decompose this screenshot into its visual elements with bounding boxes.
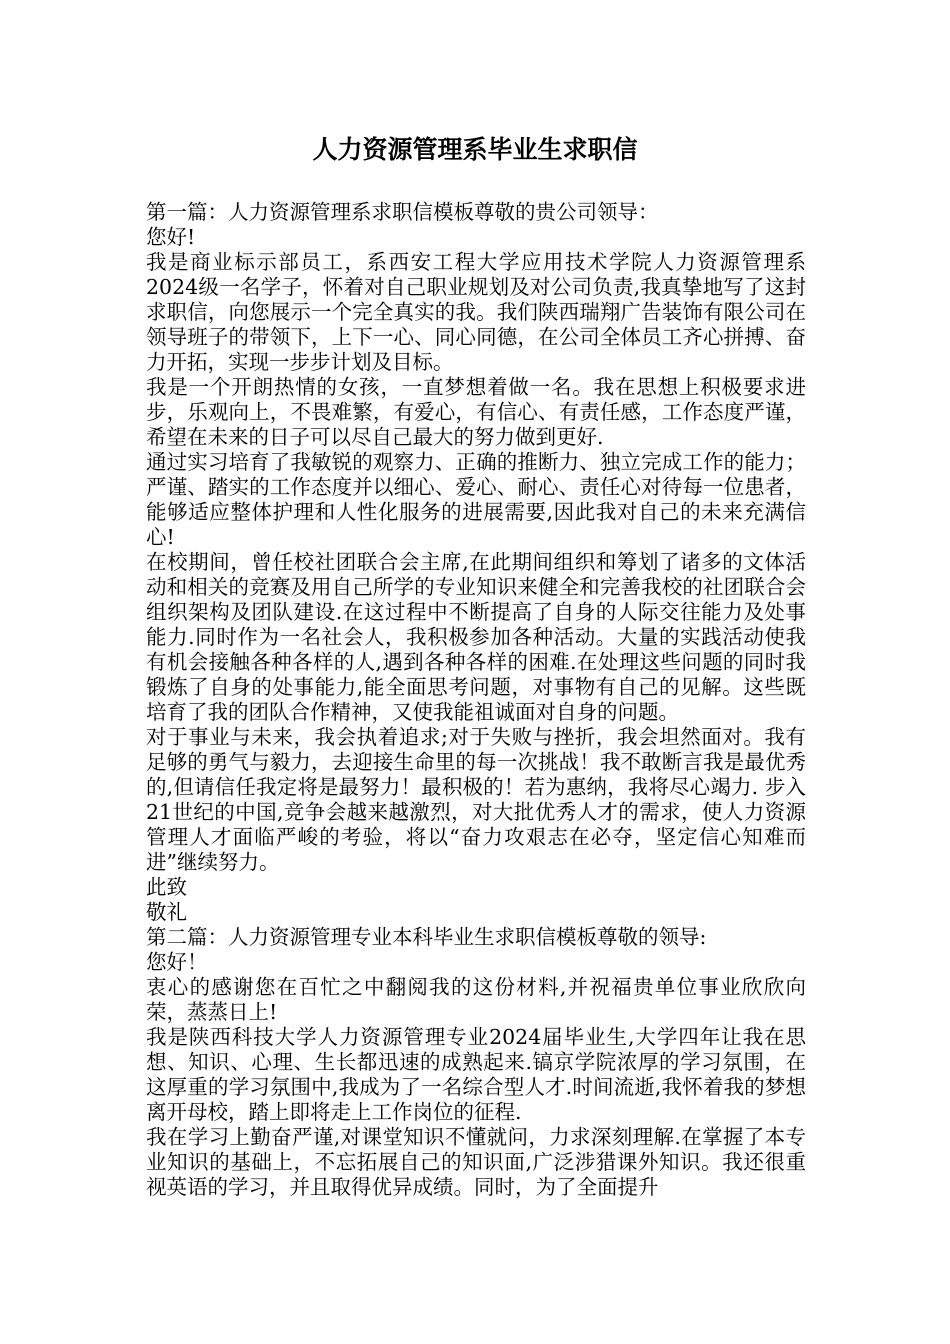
paragraph: 通过实习培育了我敏锐的观察力、正确的推断力、独立完成工作的能力；严谨、踏实的工作态度并以细心、爱心、耐心、责任心对待每一位患者，能够适应整体护理和人性化服务的进展需要,因此我对自己的未来充满信心!: [146, 450, 806, 549]
paragraph: 您好!: [146, 225, 196, 249]
paragraph: 敬礼: [146, 900, 187, 924]
paragraph: 您好！: [146, 950, 208, 974]
paragraph: 此致: [146, 875, 187, 899]
paragraph: 我在学习上勤奋严谨,对课堂知识不懂就问，力求深刻理解.在掌握了本专业知识的基础上，不忘拓展自己的知识面,广泛涉猎课外知识。我还很重视英语的学习，并且取得优异成绩。同时，为了全面提升: [146, 1125, 806, 1199]
paragraph: 第二篇：人力资源管理专业本科毕业生求职信模板尊敬的领导:: [146, 925, 707, 949]
paragraph: 我是一个开朗热情的女孩，一直梦想着做一名。我在思想上积极要求进步，乐观向上，不畏难繁，有爱心，有信心、有责任感，工作态度严谨，希望在未来的日子可以尽自己最大的努力做到更好.: [146, 375, 806, 449]
paragraph: 对于事业与未来，我会执着追求;对于失败与挫折，我会坦然面对。我有足够的勇气与毅力，去迎接生命里的每一次挑战！我不敢断言我是最优秀的,但请信任我定将是最努力！最积极的！若为惠纳，我将尽心竭力. 步入21世纪的中国,竞争会越来越激烈，对大批优秀人才的需求，使人力资源管理人才面临严峻的考验，将以“奋力攻艰志在必夺，坚定信心知难而进”继续努力。: [146, 725, 806, 874]
document-body: [146, 200, 806, 1200]
paragraph: 第一篇：人力资源管理系求职信模板尊敬的贵公司领导：: [146, 200, 659, 224]
document-title: 人力资源管理系毕业生求职信: [312, 135, 638, 164]
paragraph: 在校期间，曾任校社团联合会主席,在此期间组织和筹划了诸多的文体活动和相关的竞赛及用自己所学的专业知识来健全和完善我校的社团联合会组织架构及团队建设.在这过程中不断提高了自身的人际交往能力及处事能力.同时作为一名社会人，我积极参加各种活动。大量的实践活动使我有机会接触各种各样的人,遇到各种各样的困难.在处理这些问题的同时我锻炼了自身的处事能力,能全面思考问题，对事物有自己的见解。这些既培育了我的团队合作精神，又使我能祖诚面对自身的问题。: [146, 550, 806, 724]
paragraph: 衷心的感谢您在百忙之中翻阅我的这份材料,并祝福贵单位事业欣欣向荣，蒸蒸日上!: [146, 975, 806, 1024]
paragraph: 我是商业标示部员工，系西安工程大学应用技术学院人力资源管理系2024级一名学子，怀着对自己职业规划及对公司负责,我真挚地写了这封求职信，向您展示一个完全真实的我。我们陕西瑞翔广告装饰有限公司在领导班子的带领下，上下一心、同心同德，在公司全体员工齐心拼搏、奋力开拓，实现一步步计划及目标。: [146, 250, 806, 374]
paragraph: 我是陕西科技大学人力资源管理专业2024届毕业生,大学四年让我在思想、知识、心理、生长都迅速的成熟起来.镐京学院浓厚的学习氛围，在这厚重的学习氛围中,我成为了一名综合型人才.时间流逝,我怀着我的梦想离开母校，踏上即将走上工作岗位的征程.: [146, 1025, 806, 1124]
